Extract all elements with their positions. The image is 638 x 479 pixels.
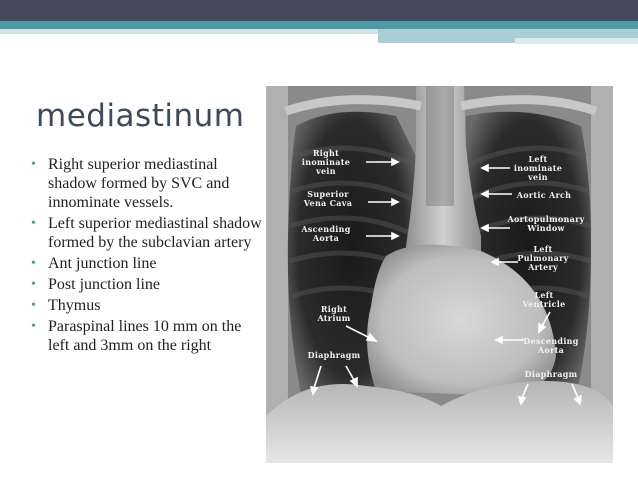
bullet-text: Ant junction line xyxy=(48,255,157,272)
label-superior-vena-cava: Vena Cava xyxy=(303,198,353,208)
label-descending-aorta: Descending xyxy=(523,336,579,346)
bullet-icon: • xyxy=(31,256,36,271)
label-left-pulmonary-artery: Pulmonary xyxy=(517,253,569,263)
header-band-light xyxy=(0,29,380,34)
bullet-text: Paraspinal lines 10 mm on the left and 3mm on the right xyxy=(48,318,242,354)
label-diaphragm-left: Diaphragm xyxy=(524,369,578,379)
bullet-icon: • xyxy=(31,216,36,231)
label-aortopulmonary-window: Window xyxy=(527,223,565,233)
bullet-item xyxy=(30,254,266,273)
bullet-item xyxy=(30,155,266,212)
label-left-pulmonary-artery: Artery xyxy=(528,262,558,272)
chest-xray-image xyxy=(266,86,613,463)
label-right-innominate: Right xyxy=(312,148,340,158)
bullet-text: Post junction line xyxy=(48,276,160,293)
bullet-item xyxy=(30,317,266,355)
header-band-dark xyxy=(0,0,638,21)
label-right-innominate: vein xyxy=(316,166,336,176)
bullet-text: Left superior mediastinal shadow formed by the subclavian artery xyxy=(48,215,262,251)
bullet-list xyxy=(30,155,266,357)
bullet-icon: • xyxy=(31,319,36,334)
bullet-icon: • xyxy=(31,277,36,292)
label-left-ventricle: Left xyxy=(534,290,554,300)
label-right-atrium: Atrium xyxy=(317,313,351,323)
bullet-text: Right superior mediastinal shadow formed by SVC and innominate vessels. xyxy=(48,156,230,211)
header-band-light xyxy=(515,38,638,44)
label-right-atrium: Right xyxy=(320,304,348,314)
bullet-item xyxy=(30,296,266,315)
header-decoration xyxy=(0,0,638,46)
bullet-text: Thymus xyxy=(48,297,101,314)
label-left-pulmonary-artery: Left xyxy=(533,244,553,254)
label-left-innominate: inominate xyxy=(513,163,563,173)
label-aortic-arch: Aortic Arch xyxy=(516,190,572,200)
label-ascending-aorta: Aorta xyxy=(312,233,340,243)
bullet-icon: • xyxy=(31,298,36,313)
label-left-ventricle: Ventricle xyxy=(522,299,566,309)
bullet-item xyxy=(30,275,266,294)
label-descending-aorta: Aorta xyxy=(537,345,565,355)
label-right-innominate: inominate xyxy=(301,157,351,167)
bullet-item xyxy=(30,214,266,252)
label-superior-vena-cava: Superior xyxy=(307,189,349,199)
slide-title: mediastinum xyxy=(36,98,245,134)
label-diaphragm-right: Diaphragm xyxy=(307,350,361,360)
label-left-innominate: vein xyxy=(528,172,548,182)
label-aortopulmonary-window: Aortopulmonary xyxy=(507,214,585,224)
header-band-teal xyxy=(0,21,638,29)
bullet-icon: • xyxy=(31,157,36,172)
label-left-innominate: Left xyxy=(528,154,548,164)
label-ascending-aorta: Ascending xyxy=(301,224,351,234)
